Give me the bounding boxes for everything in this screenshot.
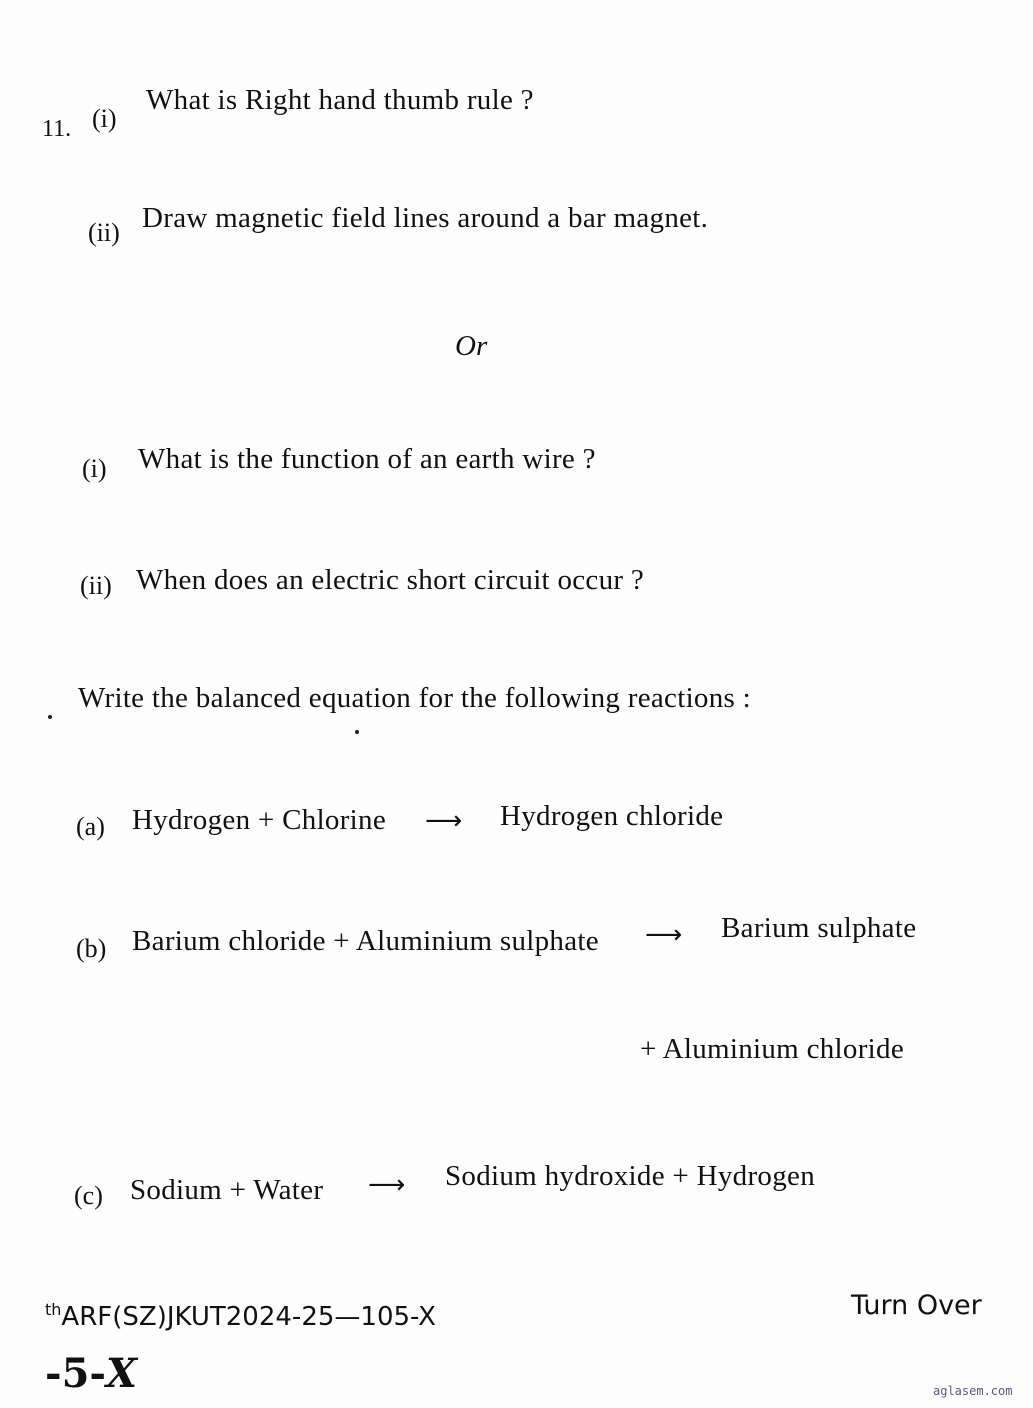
reaction-arrow: ⟶ bbox=[425, 806, 463, 836]
q12-a-label: (a) bbox=[76, 812, 105, 841]
reaction-arrow: ⟶ bbox=[645, 920, 683, 950]
q12-a-reactants: Hydrogen + Chlorine bbox=[132, 804, 387, 836]
page-code bbox=[45, 1350, 137, 1397]
q12-c-reactants: Sodium + Water bbox=[130, 1174, 324, 1206]
q12-a-products: Hydrogen chloride bbox=[500, 800, 724, 832]
q12-b-products-continued: + Aluminium chloride bbox=[640, 1033, 904, 1065]
scan-speck bbox=[48, 715, 52, 719]
paper-code bbox=[45, 1300, 436, 1332]
paper-code-prefix: th bbox=[45, 1300, 62, 1319]
q11-part-i-text: What is Right hand thumb rule ? bbox=[146, 84, 534, 116]
q11-alt-i-text: What is the function of an earth wire ? bbox=[138, 443, 596, 475]
q11-part-ii-text: Draw magnetic field lines around a bar magnet. bbox=[142, 202, 709, 234]
page-code-x: X bbox=[106, 1350, 138, 1397]
reaction-arrow: ⟶ bbox=[368, 1170, 406, 1200]
page-code-main: -5- bbox=[45, 1350, 107, 1397]
scan-speck bbox=[355, 730, 359, 734]
q12-c-label: (c) bbox=[74, 1181, 103, 1210]
q12-b-products: Barium sulphate bbox=[721, 912, 917, 944]
q11-alt-ii-label: (ii) bbox=[80, 571, 112, 600]
q12-intro: Write the balanced equation for the following reactions : bbox=[78, 682, 752, 714]
q11-alt-ii-text: When does an electric short circuit occur ? bbox=[136, 564, 645, 596]
q12-c-products: Sodium hydroxide + Hydrogen bbox=[445, 1160, 816, 1192]
q11-alt-i-label: (i) bbox=[82, 454, 107, 483]
q12-b-label: (b) bbox=[76, 934, 107, 963]
q11-part-ii-label: (ii) bbox=[88, 218, 120, 247]
turn-over-label: Turn Over bbox=[851, 1290, 982, 1321]
question-number: 11. bbox=[42, 116, 72, 142]
q11-part-i-label: (i) bbox=[92, 104, 117, 133]
q12-b-reactants: Barium chloride + Aluminium sulphate bbox=[132, 925, 599, 957]
paper-code-text: ARF(SZ)JKUT2024-25—105-X bbox=[61, 1302, 436, 1332]
or-separator: Or bbox=[455, 330, 488, 362]
watermark: aglasem.com bbox=[933, 1384, 1013, 1398]
